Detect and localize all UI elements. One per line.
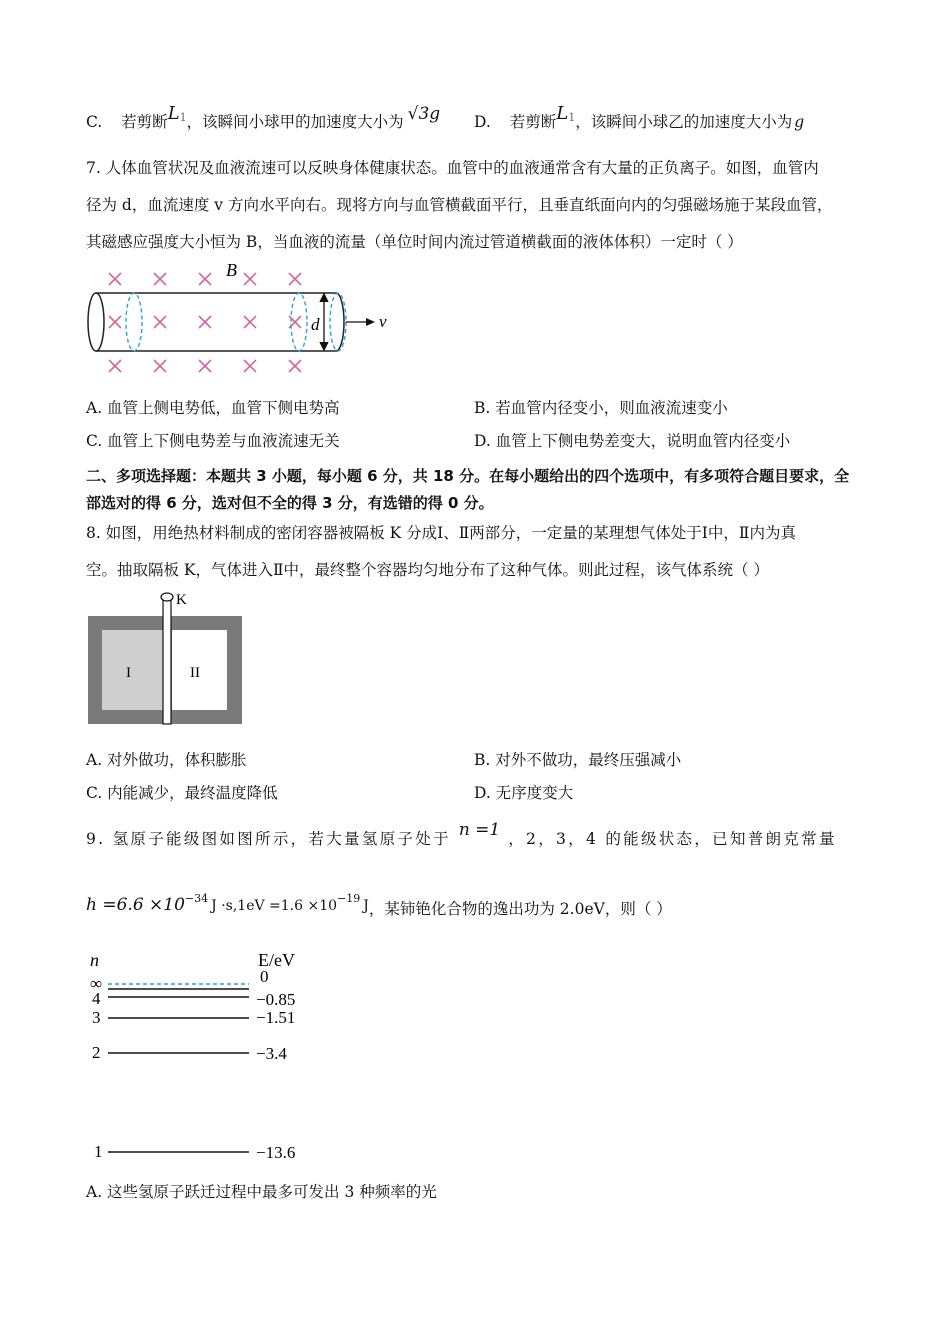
- option-label: D.: [474, 113, 491, 131]
- option-label: C.: [86, 113, 103, 131]
- level-n-2: 2: [92, 1043, 101, 1062]
- container-figure: [86, 590, 256, 730]
- q8-option-c: C. 内能减少，最终温度降低: [86, 784, 278, 802]
- level-E-1: −13.6: [256, 1143, 296, 1162]
- option-text: 若剪断: [121, 113, 168, 131]
- q7-option-d: D. 血管上下侧电势差变大，说明血管内径变小: [474, 432, 791, 450]
- var-L: L: [167, 103, 180, 124]
- blood-vessel-figure: [86, 258, 406, 380]
- diameter-arrow: [320, 294, 328, 350]
- q7-option-c: C. 血管上下侧电势差与血液流速无关: [86, 432, 340, 450]
- var-L: L: [556, 103, 569, 124]
- q9-line-1: [86, 820, 837, 850]
- partition-K: [163, 600, 171, 724]
- var-sub: 1: [179, 111, 187, 124]
- label-K: K: [176, 592, 187, 608]
- magnetic-field-crosses: [109, 273, 301, 372]
- section2-line-1: 二、多项选择题：本题共 3 小题，每小题 6 分，共 18 分。在每小题给出的四个选项中，有多项符合题目要求，全: [86, 467, 850, 485]
- q8-option-b: B. 对外不做功，最终压强减小: [474, 751, 682, 769]
- level-E-2: −3.4: [256, 1044, 287, 1063]
- level-E-4: −0.85: [256, 990, 296, 1009]
- q9-text-a: 9. 氢原子能级图如图所示，若大量氢原子处于: [86, 830, 451, 848]
- planck-exp: −34: [184, 892, 209, 905]
- label-II: II: [190, 665, 200, 681]
- section2-line-2: 部选对的得 6 分，选对但不全的得 3 分，有选错的得 0 分。: [86, 494, 494, 512]
- level-n-1: 1: [94, 1142, 103, 1161]
- q9-text-rest: ，某铈铯化合物的逸出功为 2.0eV，则（ ）: [368, 900, 672, 918]
- level-n-3: 3: [92, 1008, 101, 1027]
- vessel-tube: [88, 293, 344, 351]
- q8-option-d: D. 无序度变大: [474, 784, 574, 802]
- option-text: 若剪断: [509, 113, 557, 131]
- label-v: v: [379, 312, 387, 331]
- partition-handle: [161, 593, 173, 601]
- joule-unit: J: [363, 898, 369, 914]
- ev-exp: −19: [337, 892, 361, 905]
- q8-line-1: 8. 如图，用绝热材料制成的密闭容器被隔板 K 分成Ⅰ、Ⅱ两部分，一定量的某理想气体处于Ⅰ中，Ⅱ内为真: [86, 524, 796, 542]
- level-n-4: 4: [92, 989, 101, 1008]
- q9-text-b: ，2，3，4 的能级状态，已知普朗克常量: [508, 830, 837, 848]
- var-sub: 1: [568, 111, 576, 124]
- label-B: B: [226, 260, 237, 280]
- accel-value: g: [794, 113, 805, 131]
- q9-line-2: [86, 892, 672, 922]
- level-E-3: −1.51: [256, 1008, 296, 1027]
- q7-line-2: 径为 d，血流速度 v 方向水平向右。现将方向与血管横截面平行，且垂直纸面向内的匀强磁场施于某段血管，: [86, 196, 833, 214]
- label-d: d: [311, 315, 320, 334]
- energy-level-diagram: [86, 942, 326, 1164]
- planck-formula: h =6.6 ×10: [86, 895, 185, 915]
- level-E-inf: 0: [260, 967, 269, 986]
- q7-line-1: 7. 人体血管状况及血液流速可以反映身体健康状态。血管中的血液通常含有大量的正负离子。如图，血管内: [86, 159, 819, 177]
- q6-option-d: [474, 103, 805, 135]
- q7-option-a: A. 血管上侧电势低，血管下侧电势高: [86, 399, 340, 417]
- q8-line-2: 空。抽取隔板 K，气体进入Ⅱ中，最终整个容器均匀地分布了这种气体。则此过程，该气体系统（ ）: [86, 561, 769, 579]
- level-n-inf: ∞: [90, 974, 103, 993]
- chamber-I: [102, 630, 166, 710]
- q7-line-3: 其磁感应强度大小恒为 B，当血液的流量（单位时间内流过管道横截面的液体体积）一定时（ ）: [86, 233, 743, 251]
- label-I: I: [126, 665, 131, 681]
- q7-option-b: B. 若血管内径变小，则血液流速变小: [474, 399, 728, 417]
- velocity-arrow: [346, 318, 375, 326]
- axis-n: n: [90, 950, 99, 970]
- axis-E: E/eV: [258, 950, 295, 970]
- q9-option-a: A. 这些氢原子跃迁过程中最多可发出 3 种频率的光: [86, 1183, 437, 1201]
- accel-value: √3g: [407, 104, 441, 124]
- q9-n-value: n =1: [458, 820, 501, 840]
- q8-option-a: A. 对外做功，体积膨胀: [86, 751, 247, 769]
- ev-formula: J ·s,1eV =1.6 ×10: [211, 898, 338, 914]
- option-text-2: ，该瞬间小球甲的加速度大小为: [186, 113, 404, 131]
- option-text-2: ，该瞬间小球乙的加速度大小为: [575, 113, 793, 131]
- q6-option-c: [86, 103, 441, 135]
